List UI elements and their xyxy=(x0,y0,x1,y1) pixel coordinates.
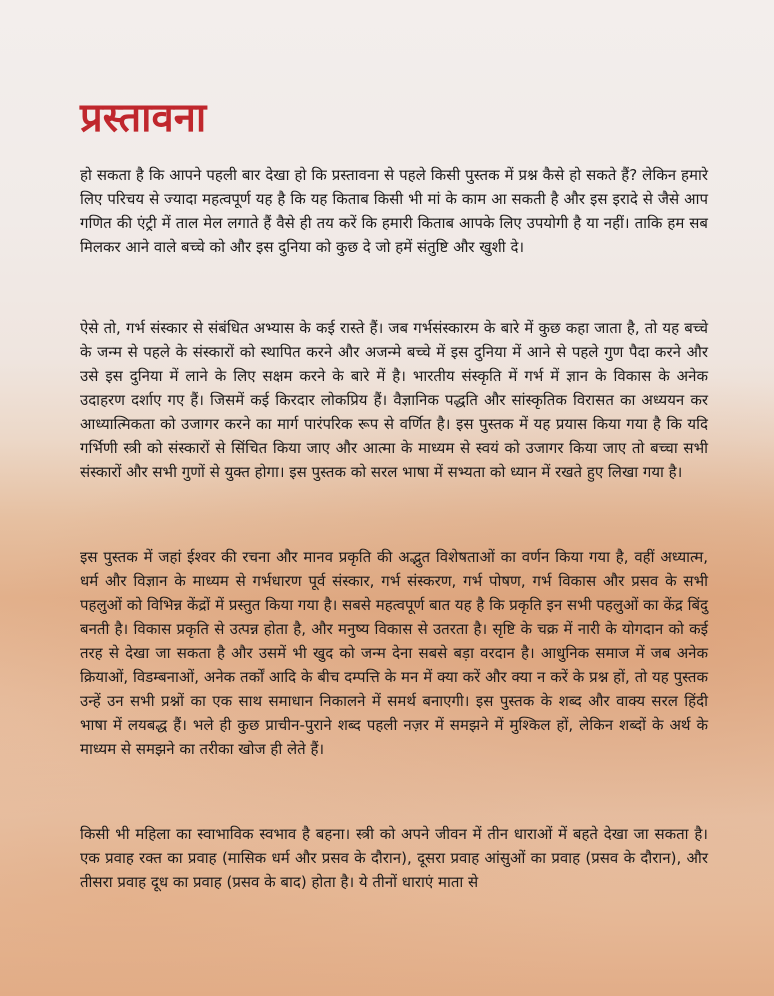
paragraph-2: ऐसे तो, गर्भ संस्कार से संबंधित अभ्यास के कई रास्ते हैं। जब गर्भसंस्कारम के बारे में कुछ कहा जाता है, तो यह बच्चे के जन्म से पहले के संस्कारों को स्थापित करने और अजन्मे बच्चे में इस दुनिया में आने से पहले गुण पैदा करने और उसे इस दुनिया में लाने के लिए सक्षम करने के बारे में है। भारतीय संस्कृति में गर्भ में ज्ञान के विकास के अनेक उदाहरण दर्शाए गए हैं। जिसमें कई किरदार लोकप्रिय हैं। वैज्ञानिक पद्धति और सांस्कृतिक विरासत का अध्ययन कर आध्यात्मिकता को उजागर करने का मार्ग पारंपरिक रूप से वर्णित है। इस पुस्तक में यह प्रयास किया गया है कि यदि गर्भिणी स्त्री को संस्कारों से सिंचित किया जाए और आत्मा के माध्यम से स्वयं को उजागर किया जाए तो बच्चा सभी संस्कारों और सभी गुणों से युक्त होगा। इस पुस्तक को सरल भाषा में सभ्यता को ध्यान में रखते हुए लिखा गया है। xyxy=(80,319,708,481)
paragraph-1: हो सकता है कि आपने पहली बार देखा हो कि प्रस्तावना से पहले किसी पुस्तक में प्रश्न कैसे हो सकते हैं? लेकिन हमारे लिए परिचय से ज्यादा महत्वपूर्ण यह है कि यह किताब किसी भी मां के काम आ सकती है और इस इरादे से जैसे आप गणित की एंट्री में ताल मेल लगाते हैं वैसे ही तय करें कि हमारी किताब आपके लिए उपयोगी है या नहीं। ताकि हम सब मिलकर आने वाले बच्चे को और इस दुनिया को कुछ दे जो हमें संतुष्टि और खुशी दे। xyxy=(80,166,708,256)
paragraph-3: इस पुस्तक में जहां ईश्वर की रचना और मानव प्रकृति की अद्भुत विशेषताओं का वर्णन किया गया है, वहीं अध्यात्म, धर्म और विज्ञान के माध्यम से गर्भधारण पूर्व संस्कार, गर्भ संस्करण, गर्भ पोषण, गर्भ विकास और प्रसव के सभी पहलुओं को विभिन्न केंद्रों में प्रस्तुत किया गया है। सबसे महत्वपूर्ण बात यह है कि प्रकृति इन सभी पहलुओं का केंद्र बिंदु बनती है। विकास प्रकृति से उत्पन्न होता है, और मनुष्य विकास से उतरता है। सृष्टि के चक्र में नारी के योगदान को कई तरह से देखा जा सकता है और उसमें भी खुद को जन्म देना सबसे बड़ा वरदान है। आधुनिक समाज में जब अनेक क्रियाओं, विडम्बनाओं, अनेक तर्कों आदि के बीच दम्पत्ति के मन में क्या करें और क्या न करें के प्रश्न हों, तो यह पुस्तक उन्हें उन सभी प्रश्नों का एक साथ समाधान निकालने में समर्थ बनाएगी। इस पुस्तक के शब्द और वाक्य सरल हिंदी भाषा में लयबद्ध हैं। भले ही कुछ प्राचीन-पुराने शब्द पहली नज़र में समझने में मुश्किल हों, लेकिन शब्दों के अर्थ के माध्यम से समझने का तरीका खोज ही लेते हैं। xyxy=(80,548,708,758)
paragraph-4: किसी भी महिला का स्वाभाविक स्वभाव है बहना। स्त्री को अपने जीवन में तीन धाराओं में बहते देखा जा सकता है। एक प्रवाह रक्त का प्रवाह (मासिक धर्म और प्रसव के दौरान), दूसरा प्रवाह आंसुओं का प्रवाह (प्रसव के दौरान), और तीसरा प्रवाह दूध का प्रवाह (प्रसव के बाद) होता है। ये तीनों धाराएं माता से xyxy=(80,825,708,891)
page-title: प्रस्तावना xyxy=(80,95,207,141)
